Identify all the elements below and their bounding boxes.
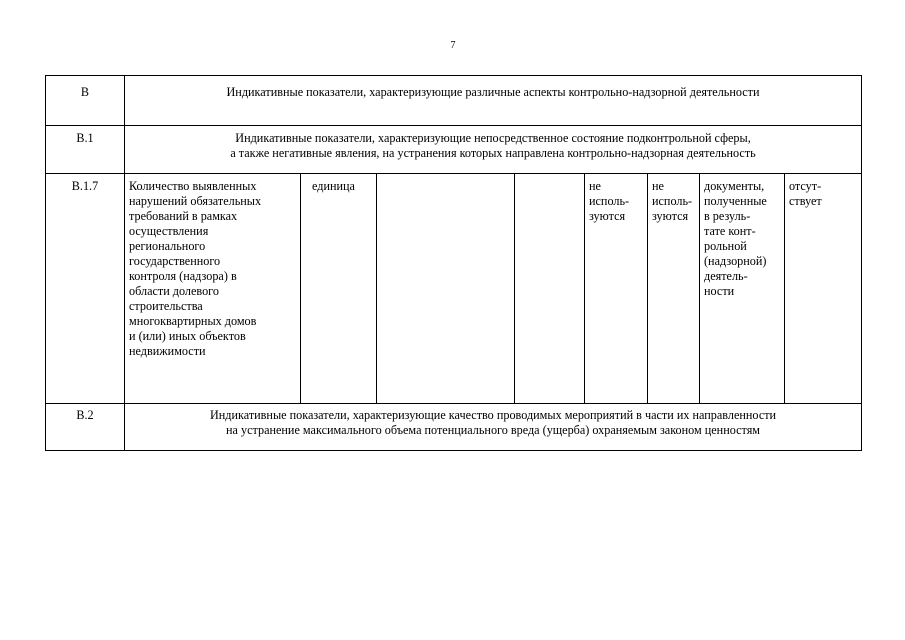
indicator-col6: не исполь- зуются (585, 174, 648, 404)
page-number: 7 (450, 40, 456, 51)
indicator-col7: не исполь- зуются (648, 174, 700, 404)
row-code: В.1 (46, 126, 125, 174)
section-heading: Индикативные показатели, характеризующие различные аспекты контрольно-надзорной деятельности (125, 76, 862, 126)
table-row-b (46, 76, 862, 126)
indicator-formula (377, 174, 515, 404)
section-heading: Индикативные показатели, характеризующие качество проводимых мероприятий в части их направленности на устранение максимального объема потенциального вреда (ущерба) охраняемым законом ценностям (125, 404, 862, 451)
indicators-table (45, 75, 862, 451)
row-code: В.2 (46, 404, 125, 451)
indicator-source: документы, полученные в резуль- тате конт- рольной (надзорной) деятель- ности (700, 174, 785, 404)
table-row-b1 (46, 126, 862, 174)
table-row-b17 (46, 174, 862, 404)
row-code: В.1.7 (46, 174, 125, 404)
indicator-comment (515, 174, 585, 404)
indicator-unit: единица (301, 174, 377, 404)
row-code: В (46, 76, 125, 126)
section-heading: Индикативные показатели, характеризующие непосредственное состояние подконтрольной сферы, а также негативные явления, на устранения которых направлена контрольно-надзорная деятельность (125, 126, 862, 174)
table-row-b2 (46, 404, 862, 451)
indicator-col9: отсут- ствует (785, 174, 862, 404)
indicator-name: Количество выявленных нарушений обязательных требований в рамках осуществления регионального государственного контроля (надзора) в области долевого строительства многоквартирных домов и (или) иных объектов недвижимости (125, 174, 301, 404)
